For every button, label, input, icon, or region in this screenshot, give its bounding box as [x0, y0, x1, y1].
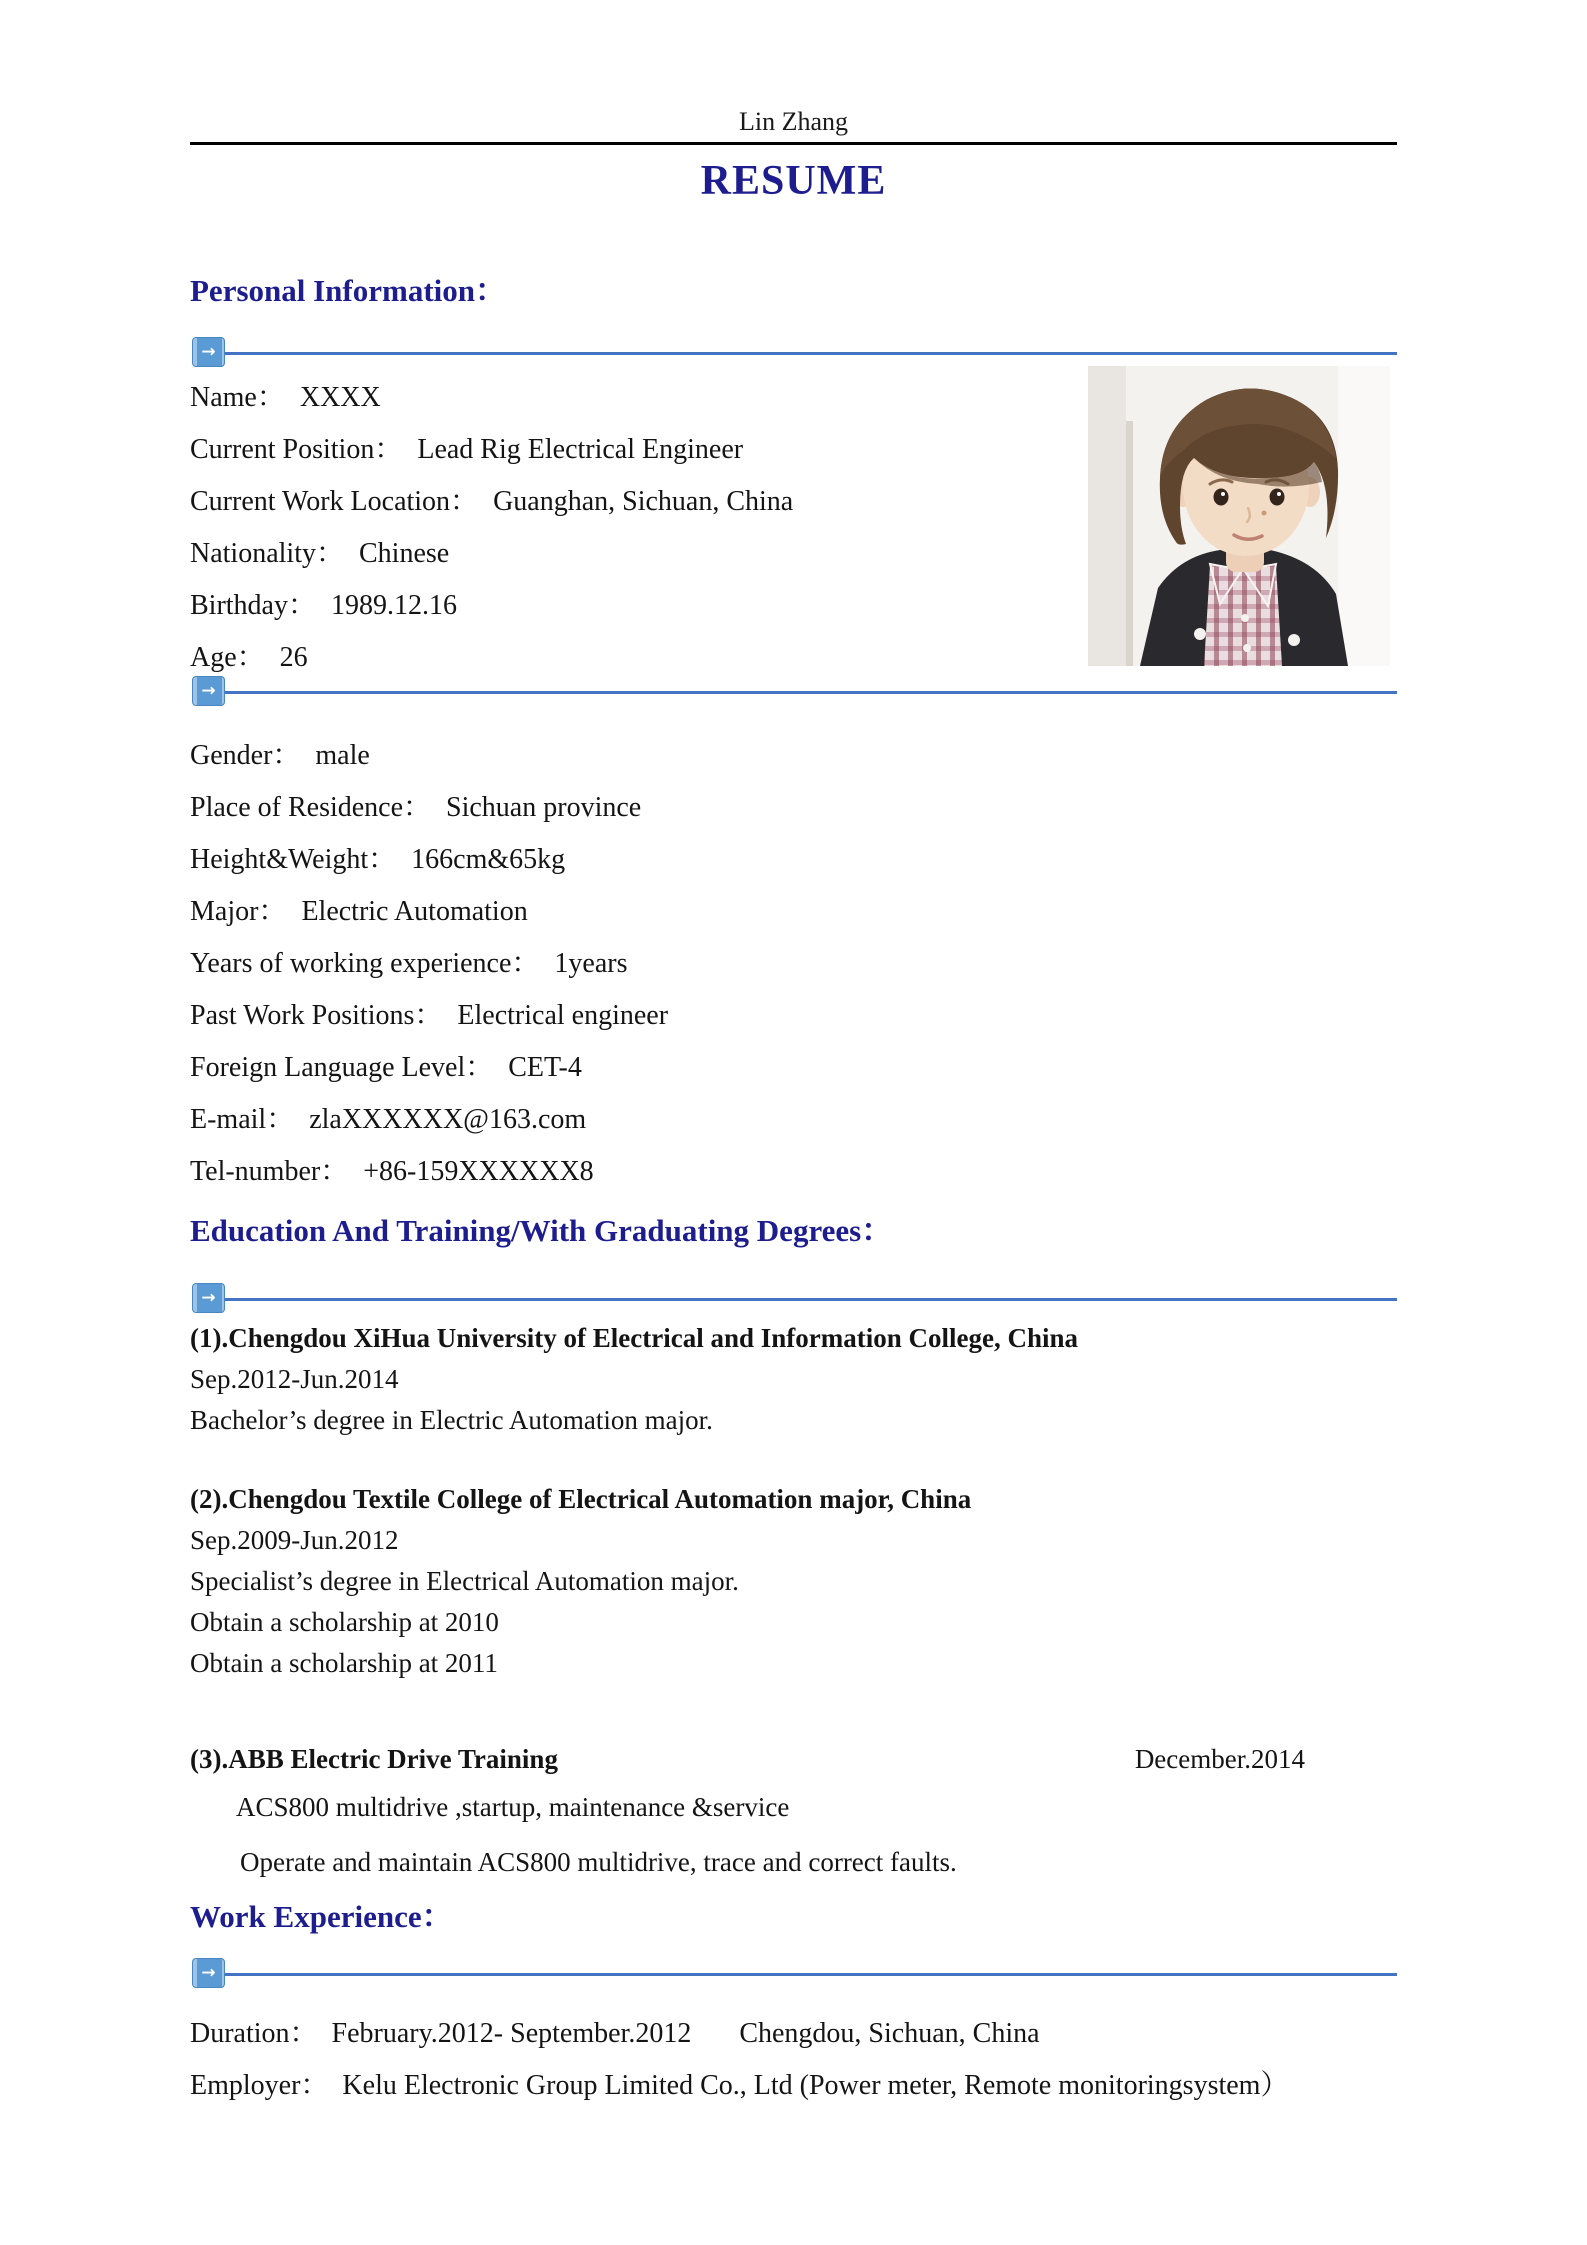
field-value: XXXX [299, 382, 381, 413]
field-label: Nationality： [190, 538, 344, 569]
section-divider [192, 1283, 1397, 1313]
education-entry-1-degree: Bachelor’s degree in Electric Automation major. [190, 1405, 713, 1435]
section-divider [192, 676, 1397, 706]
field-label: Tel-number： [190, 1156, 349, 1187]
employer-value: Kelu Electronic Group Limited Co., Ltd (Power meter, Remote monitoringsystem） [342, 2070, 1289, 2101]
duration-label: Duration： [190, 2018, 318, 2049]
employer-label: Employer： [190, 2070, 329, 2101]
field-value: +86-159XXXXXX8 [363, 1156, 594, 1187]
arrow-glyph: → [201, 341, 216, 362]
field-value: Electrical engineer [457, 1000, 669, 1031]
field-row-current-work-location [190, 476, 1050, 528]
education-entry-2-scholarship-2011: Obtain a scholarship at 2011 [190, 1648, 498, 1678]
field-value: CET-4 [508, 1052, 582, 1083]
document-title: RESUME [700, 158, 887, 204]
field-value: male [315, 740, 370, 771]
applicant-photo [1088, 366, 1390, 666]
field-row-current-position [190, 424, 1050, 476]
field-row-past-work-positions [190, 990, 1190, 1042]
anchor-arrow-icon [192, 1283, 225, 1313]
section-divider [192, 1958, 1397, 1988]
field-label: Height&Weight： [190, 844, 397, 875]
portrait-illustration [1088, 366, 1390, 666]
field-label: Past Work Positions： [190, 1000, 443, 1031]
education-entry-3-date: December.2014 [1134, 1744, 1305, 1774]
section-heading-work-experience: Work Experience： [190, 1899, 453, 1934]
field-label: Current Work Location： [190, 486, 479, 517]
field-label: Foreign Language Level： [190, 1052, 494, 1083]
field-value: Sichuan province [446, 792, 642, 823]
field-row-major [190, 886, 1190, 938]
education-entry-2-scholarship-2010: Obtain a scholarship at 2010 [190, 1607, 499, 1637]
field-row-foreign-language-level [190, 1042, 1190, 1094]
section-divider [192, 337, 1397, 367]
education-entry-3-title: (3).ABB Electric Drive Training [190, 1744, 558, 1774]
field-label: Major： [190, 896, 287, 927]
personal-fields-bottom [190, 730, 1190, 1198]
education-entries [190, 1318, 1397, 1890]
field-row-years-of-experience [190, 938, 1190, 990]
divider-line [225, 1298, 1397, 1301]
work-employer-row [190, 2060, 1450, 2112]
work-experience-block [190, 2008, 1450, 2112]
field-value: Lead Rig Electrical Engineer [417, 434, 744, 465]
education-entry-1-title: (1).Chengdou XiHua University of Electrical and Information College, China [190, 1323, 1078, 1353]
education-entry-3-detail-1: ACS800 multidrive ,startup, maintenance &service [236, 1792, 790, 1822]
field-row-nationality [190, 528, 1050, 580]
field-label: Years of working experience： [190, 948, 540, 979]
field-label: Gender： [190, 740, 301, 771]
field-label: Birthday： [190, 590, 316, 621]
field-row-tel-number [190, 1146, 1190, 1198]
education-entry-2-dates: Sep.2009-Jun.2012 [190, 1525, 399, 1555]
field-row-birthday [190, 580, 1050, 632]
document-header-name: Lin Zhang [738, 107, 849, 136]
anchor-arrow-icon [192, 1958, 225, 1988]
divider-line [225, 1973, 1397, 1976]
work-duration-row [190, 2008, 1450, 2060]
arrow-glyph: → [201, 1287, 216, 1308]
field-label: Current Position： [190, 434, 403, 465]
education-entry-1-dates: Sep.2012-Jun.2014 [190, 1364, 399, 1394]
duration-location: Chengdou, Sichuan, China [739, 2018, 1040, 2049]
divider-line [225, 352, 1397, 355]
arrow-glyph: → [201, 680, 216, 701]
spacer [190, 1441, 1397, 1479]
education-entry-3-detail-2: Operate and maintain ACS800 multidrive, trace and correct faults. [240, 1847, 957, 1877]
education-entry-3-title-row [190, 1739, 1397, 1780]
field-label: Name： [190, 382, 285, 413]
field-value: 1989.12.16 [331, 590, 457, 621]
field-label: Place of Residence： [190, 792, 432, 823]
personal-fields-top [190, 372, 1050, 684]
divider-line [225, 691, 1397, 694]
education-entry-2-title: (2).Chengdou Textile College of Electrical Automation major, China [190, 1484, 972, 1514]
section-heading-education: Education And Training/With Graduating Degrees： [190, 1213, 893, 1248]
header-rule [190, 142, 1397, 145]
field-value: 26 [279, 642, 308, 673]
field-value: Guanghan, Sichuan, China [493, 486, 794, 517]
education-entry-2-degree: Specialist’s degree in Electrical Automation major. [190, 1566, 739, 1596]
field-value: 166cm&65kg [411, 844, 566, 875]
duration-value: February.2012- September.2012 [331, 2018, 692, 2049]
field-row-name [190, 372, 1050, 424]
anchor-arrow-icon [192, 676, 225, 706]
field-row-email [190, 1094, 1190, 1146]
field-label: E-mail： [190, 1104, 295, 1135]
field-value: Electric Automation [301, 896, 528, 927]
field-value: 1years [554, 948, 628, 979]
field-row-place-of-residence [190, 782, 1190, 834]
anchor-arrow-icon [192, 337, 225, 367]
spacer [190, 1684, 1397, 1739]
field-value: Chinese [358, 538, 450, 569]
arrow-glyph: → [201, 1962, 216, 1983]
field-value: zlaXXXXXX@163.com [309, 1104, 587, 1135]
section-heading-personal-information: Personal Information： [190, 273, 507, 308]
field-row-gender [190, 730, 1190, 782]
field-row-height-weight [190, 834, 1190, 886]
field-label: Age： [190, 642, 265, 673]
